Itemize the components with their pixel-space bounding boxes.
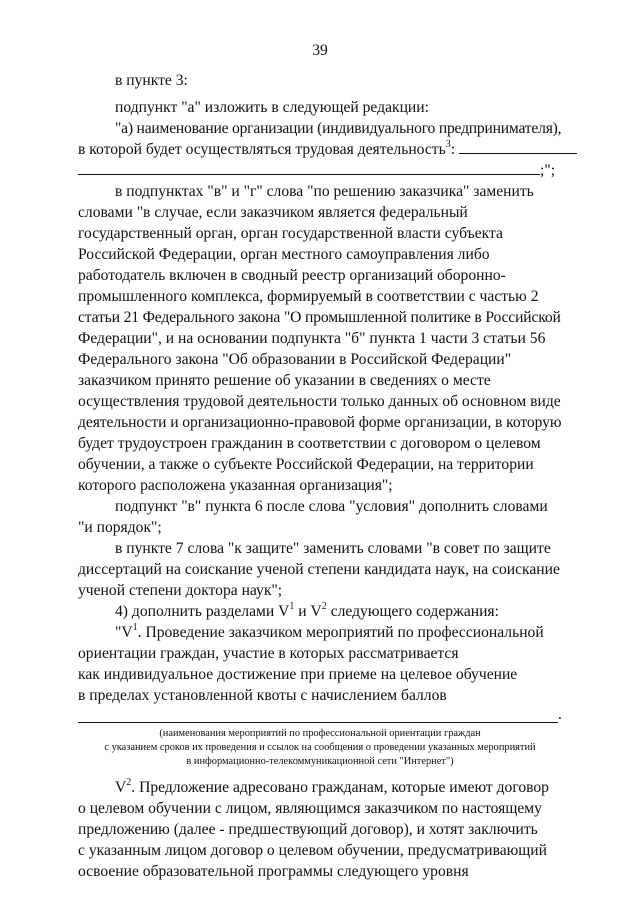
text-line: Российской Федерации, орган местного самоуправления либо [78,246,490,263]
text-line: обучении, а также о субъекте Российской Федерации, на территории [78,456,534,473]
page-number: 39 [312,42,328,59]
text-line: деятельности и организационно-правовой форме организации, в которую [78,414,562,431]
text-line: Федерации", и на основании подпункта "б" пункта 1 части 3 статьи 56 [78,330,546,347]
text-line: статьи 21 Федерального закона "О промышленной политике в Российской [78,309,561,326]
text-line: "и порядок"; [78,519,162,536]
text-line-with-blank: в которой будет осуществляться трудовая деятельность$^3$: [78,140,561,160]
text-line: осуществления трудовой деятельности только данных об основном виде [78,393,561,410]
text-line: государственный орган, орган государственной власти субъекта [78,225,503,242]
text-line: в пределах установленной квоты с начислением баллов [78,687,447,704]
fill-blank [459,140,577,154]
text-line: о целевом обучении с лицом, являющимся заказчиком по настоящему [78,800,542,817]
text-line: работодатель включен в сводный реестр организаций оборонно- [78,267,506,284]
footnote-ref: 3 [445,138,451,150]
text-line: как индивидуальное достижение при приеме на целевое обучение [78,666,518,683]
text-line: ученой степени доктора наук"; [78,582,283,599]
fill-blank [78,161,540,175]
section-heading-line: "$V^1$. Проведение заказчиком мероприятий по профессиональной [115,621,544,641]
text-line: заказчиком принято решение об указании в сведениях о месте [78,372,491,389]
text-line: ориентации граждан, участие в которых рассматривается [78,645,459,662]
text-line: в подпунктах "в" и "г" слова "по решению заказчика" заменить [115,183,534,200]
footnote-line: с указанием сроков их проведения и ссылок на сообщения о проведении указанных мероприятий [104,742,536,753]
text-line: будет трудоустроен гражданин в соответствии с договором о целевом [78,435,541,452]
text-line: диссертаций на соискание ученой степени кандидата наук, на соискание [78,561,560,578]
period-mark: . [558,706,562,723]
text-line: освоение образовательной программы следующего уровня [78,863,469,880]
text-line: подпункт "а" изложить в следующей редакции: [115,99,429,116]
text-line: промышленного комплекса, формируемый в соответствии с частью 2 [78,288,539,305]
text-line: Федерального закона "Об образовании в Российской Федерации" [78,351,512,368]
text-line: которого расположена указанная организация"; [78,477,393,494]
text-line: словами "в случае, если заказчиком является федеральный [78,204,468,221]
text-line: с указанным лицом договор о целевом обучении, предусматривающий [78,842,547,859]
footnote-line: в информационно-телекоммуникационной сети "Интернет") [186,756,454,767]
text-line: предложению (далее - предшествующий договор), и хотят заключить [78,821,538,838]
text-line: в пункте 7 слова "к защите" заменить словами "в совет по защите [115,540,551,557]
text-line: 4) дополнить разделами $V^1$ и $V^2$ следующего содержания: [115,600,499,620]
fill-line [78,722,558,723]
text-line: в пункте 3: [115,72,188,89]
text-line-with-blank: ;"; [78,161,561,181]
footnote-line: (наименования мероприятий по профессиональной ориентации граждан [159,728,481,739]
text-line: "а) наименование организации (индивидуального предпринимателя), [115,120,562,137]
section-heading-line: $V^2$. Предложение адресовано гражданам, которые имеют договор [115,776,549,796]
text-line: подпункт "в" пункта 6 после слова "условия" дополнить словами [115,498,548,515]
